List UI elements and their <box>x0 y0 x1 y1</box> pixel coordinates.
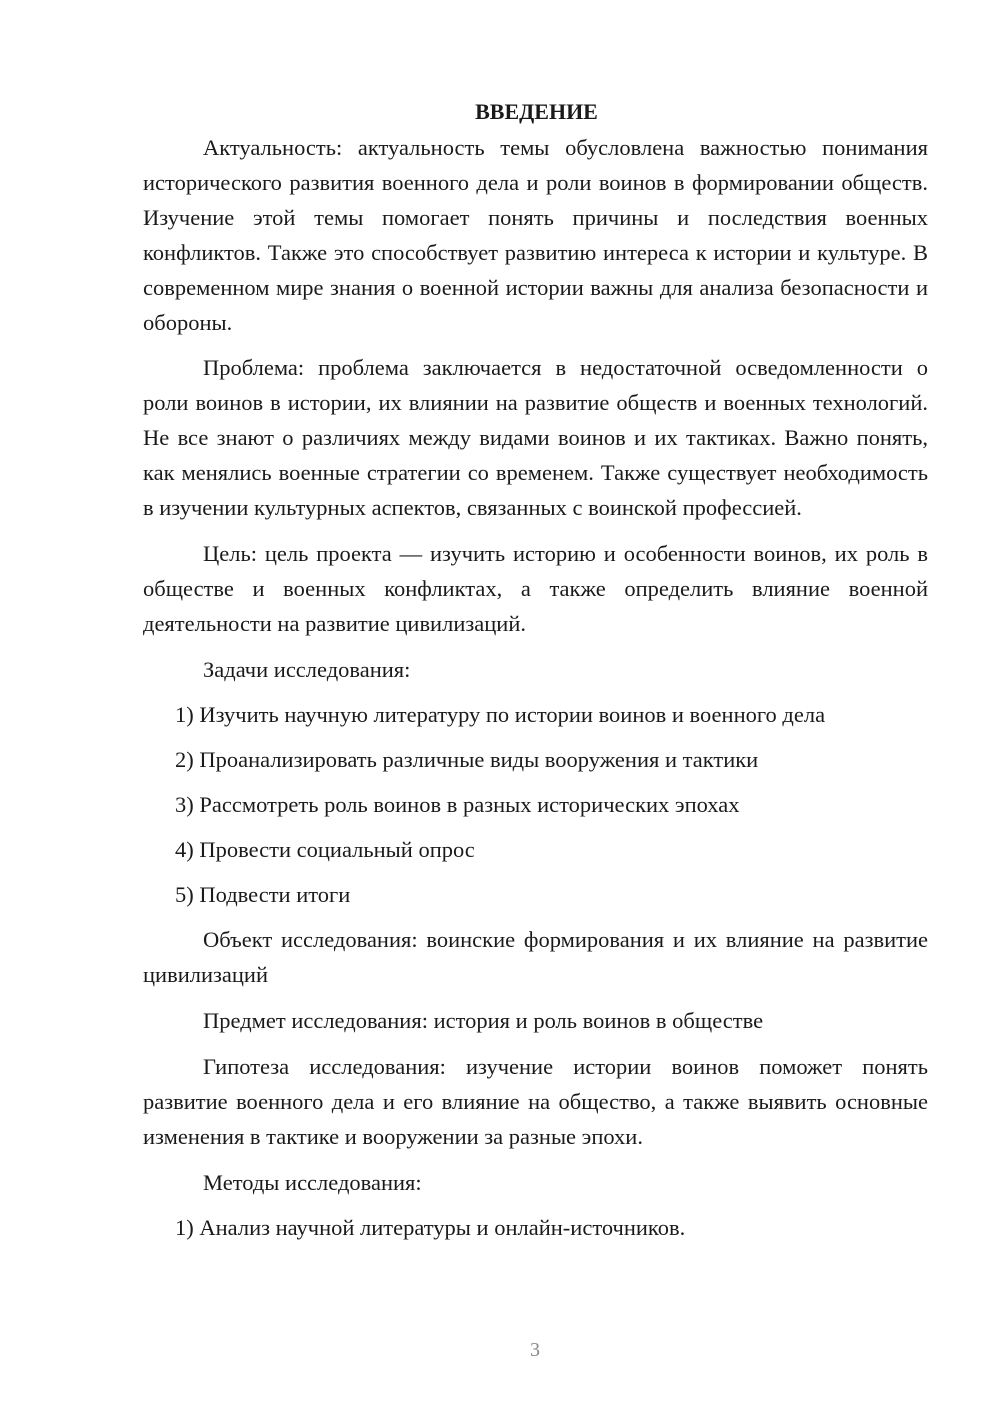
page-title: ВВЕДЕНИЕ <box>475 99 598 124</box>
tasks-label: Задачи исследования: <box>203 657 411 682</box>
relevance-paragraph: Актуальность: актуальность темы обусловлена важностью понимания исторического развития военного дела и роли воинов в формировании обществ. Изучение этой темы помогает понять причины и последствия военных конфликтов. Также это способствует развитию интереса к истории и культуре. В современном мире знания о военной истории важны для анализа безопасности и обороны. <box>143 135 928 335</box>
subject-paragraph: Предмет исследования: история и роль воинов в обществе <box>203 1008 764 1033</box>
methods-label: Методы исследования: <box>203 1170 422 1195</box>
goal-paragraph: Цель: цель проекта — изучить историю и особенности воинов, их роль в обществе и военных конфликтах, а также определить влияние военной деятельности на развитие цивилизаций. <box>143 541 928 636</box>
hypothesis-paragraph: Гипотеза исследования: изучение истории воинов поможет понять развитие военного дела и его влияние на общество, а также выявить основные изменения в тактике и вооружении за разные эпохи. <box>143 1054 928 1149</box>
list-item: 1) Анализ научной литературы и онлайн-источников. <box>175 1215 686 1240</box>
problem-paragraph: Проблема: проблема заключается в недостаточной осведомленности о роли воинов в истории, их влиянии на развитие обществ и военных технологий. Не все знают о различиях между видами воинов и их тактиках. Важно понять, как менялись военные стратегии со временем. Также существует необходимость в изучении культурных аспектов, связанных с воинской профессией. <box>143 355 928 520</box>
tasks-list <box>143 697 928 912</box>
list-item: 1) Изучить научную литературу по истории воинов и военного дела <box>175 702 826 727</box>
page-number: 3 <box>530 1339 540 1361</box>
page-content <box>143 94 928 1255</box>
list-item: 5) Подвести итоги <box>175 882 351 907</box>
list-item: 4) Провести социальный опрос <box>175 837 475 862</box>
object-paragraph: Объект исследования: воинские формирования и их влияние на развитие цивилизаций <box>143 927 928 987</box>
list-item: 2) Проанализировать различные виды вооружения и тактики <box>175 747 759 772</box>
methods-list <box>143 1210 928 1245</box>
list-item: 3) Рассмотреть роль воинов в разных исторических эпохах <box>175 792 740 817</box>
